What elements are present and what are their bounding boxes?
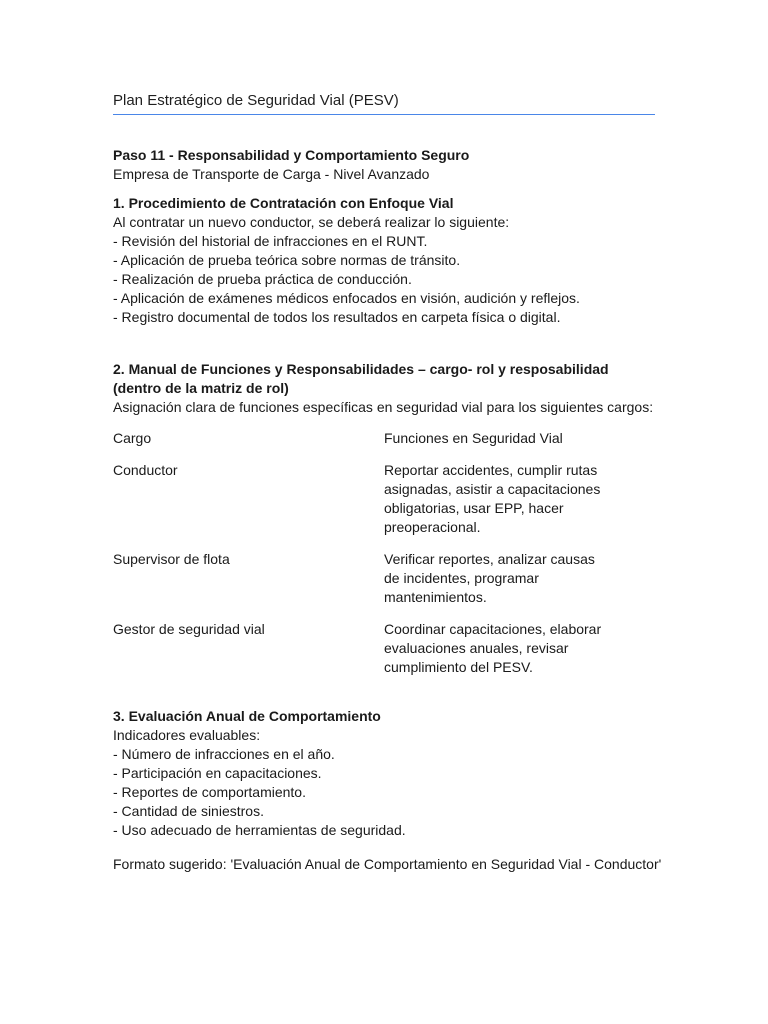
suggested-format: Formato sugerido: 'Evaluación Anual de Comportamiento en Seguridad Vial - Conductor' xyxy=(113,856,662,872)
document-header: Plan Estratégico de Seguridad Vial (PESV) xyxy=(113,91,655,115)
step-title: Paso 11 - Responsabilidad y Comportamiento Seguro xyxy=(113,147,470,163)
section-heading: 2. Manual de Funciones y Responsabilidades – cargo- rol y resposabilidad (dentro de la matriz de rol) xyxy=(113,361,609,396)
document-body xyxy=(113,146,662,874)
section-heading: 1. Procedimiento de Contratación con Enfoque Vial xyxy=(113,195,454,211)
list-item: - Cantidad de siniestros. xyxy=(113,803,264,819)
role-functions: Verificar reportes, analizar causas de incidentes, programar mantenimientos. xyxy=(384,551,595,605)
list-item: - Reportes de comportamiento. xyxy=(113,784,306,800)
list-item: - Participación en capacitaciones. xyxy=(113,765,322,781)
section-annual-evaluation xyxy=(113,707,662,874)
section-heading: 3. Evaluación Anual de Comportamiento xyxy=(113,708,381,724)
list-item: - Registro documental de todos los resultados en carpeta física o digital. xyxy=(113,309,561,325)
list-item: - Realización de prueba práctica de conducción. xyxy=(113,271,412,287)
list-item: - Uso adecuado de herramientas de seguridad. xyxy=(113,822,406,838)
role-name: Supervisor de flota xyxy=(113,551,230,567)
section-hiring-procedure xyxy=(113,194,658,327)
table-row xyxy=(113,620,658,677)
section-intro: Al contratar un nuevo conductor, se deberá realizar lo siguiente: xyxy=(113,214,510,230)
list-item: - Número de infracciones en el año. xyxy=(113,746,335,762)
list-item: - Revisión del historial de infracciones en el RUNT. xyxy=(113,233,428,249)
table-header-cell: Funciones en Seguridad Vial xyxy=(384,430,563,446)
roles-table xyxy=(113,429,658,677)
role-functions: Coordinar capacitaciones, elaborar evaluaciones anuales, revisar cumplimiento del PESV. xyxy=(384,621,602,675)
role-name: Conductor xyxy=(113,462,178,478)
table-header-cell: Cargo xyxy=(113,430,152,446)
table-row xyxy=(113,550,658,607)
step-subtitle: Empresa de Transporte de Carga - Nivel Avanzado xyxy=(113,166,430,182)
table-header-row xyxy=(113,429,658,448)
section-intro: Indicadores evaluables: xyxy=(113,727,261,743)
role-name: Gestor de seguridad vial xyxy=(113,621,265,637)
role-functions: Reportar accidentes, cumplir rutas asignadas, asistir a capacitaciones obligatorias, usar EPP, hacer preoperacional. xyxy=(384,462,601,535)
list-item: - Aplicación de exámenes médicos enfocados en visión, audición y reflejos. xyxy=(113,290,580,306)
section-intro: Asignación clara de funciones específicas en seguridad vial para los siguientes cargos: xyxy=(113,399,654,415)
section-functions-manual xyxy=(113,360,658,677)
table-row xyxy=(113,461,658,537)
list-item: - Aplicación de prueba teórica sobre normas de tránsito. xyxy=(113,252,461,268)
